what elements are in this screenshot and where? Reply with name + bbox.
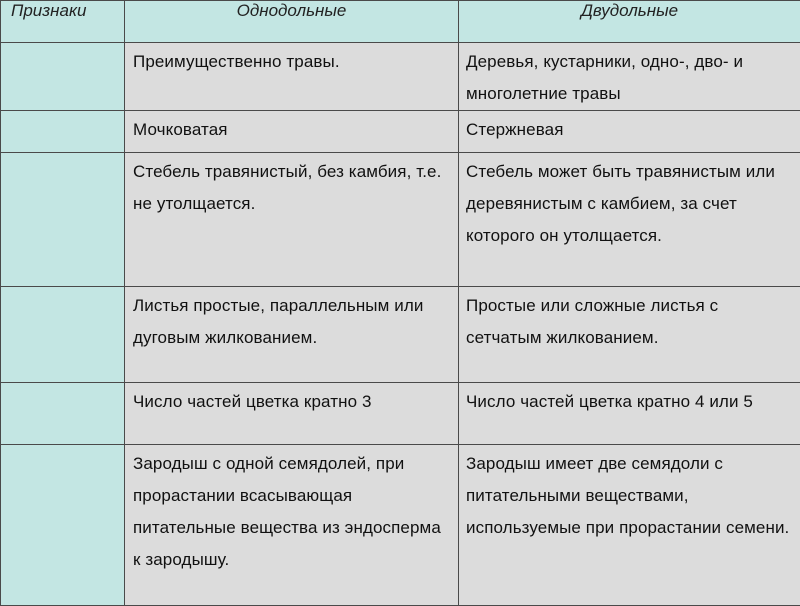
dicot-text: Зародыш имеет две семядоли с питательными веществами, используемые при прорастании семени. [459,445,800,544]
dicot-text: Простые или сложные листья с сетчатым жилкованием. [459,287,800,354]
monocot-cell [125,445,459,606]
monocot-text: Мочковатая [125,111,458,146]
monocot-text: Число частей цветка кратно 3 [125,383,458,418]
dicot-cell [459,153,800,287]
header-features [1,1,125,43]
monocot-text: Преимущественно травы. [125,43,458,78]
monocot-cell [125,287,459,383]
header-monocots [125,1,459,43]
header-dicots [459,1,800,43]
dicot-cell [459,287,800,383]
monocot-text: Листья простые, параллельным или дуговым жилкованием. [125,287,458,354]
table-row [1,287,800,383]
header-monocots-label: Однодольные [237,1,347,21]
feature-cell [1,111,125,153]
monocot-cell [125,153,459,287]
header-features-label: Признаки [11,1,86,21]
dicot-text: Деревья, кустарники, одно-, дво- и многолетние травы [459,43,800,110]
monocot-cell [125,111,459,153]
dicot-cell [459,43,800,111]
monocot-cell [125,43,459,111]
table-row [1,445,800,606]
monocot-cell [125,383,459,445]
dicot-text: Стержневая [459,111,800,146]
feature-cell [1,287,125,383]
feature-cell [1,43,125,111]
header-row [1,1,800,43]
dicot-text: Число частей цветка кратно 4 или 5 [459,383,800,418]
table-row [1,383,800,445]
dicot-cell [459,383,800,445]
table-row [1,153,800,287]
dicot-cell [459,111,800,153]
monocot-text: Зародыш с одной семядолей, при прорастании всасывающая питательные вещества из эндосперма к зародышу. [125,445,458,576]
feature-cell [1,383,125,445]
header-dicots-label: Двудольные [581,1,678,21]
table-row [1,43,800,111]
monocot-text: Стебель травянистый, без камбия, т.е. не утолщается. [125,153,458,220]
feature-cell [1,445,125,606]
dicot-cell [459,445,800,606]
feature-cell [1,153,125,287]
table-row [1,111,800,153]
dicot-text: Стебель может быть травянистым или деревянистым с камбием, за счет которого он утолщается. [459,153,800,252]
